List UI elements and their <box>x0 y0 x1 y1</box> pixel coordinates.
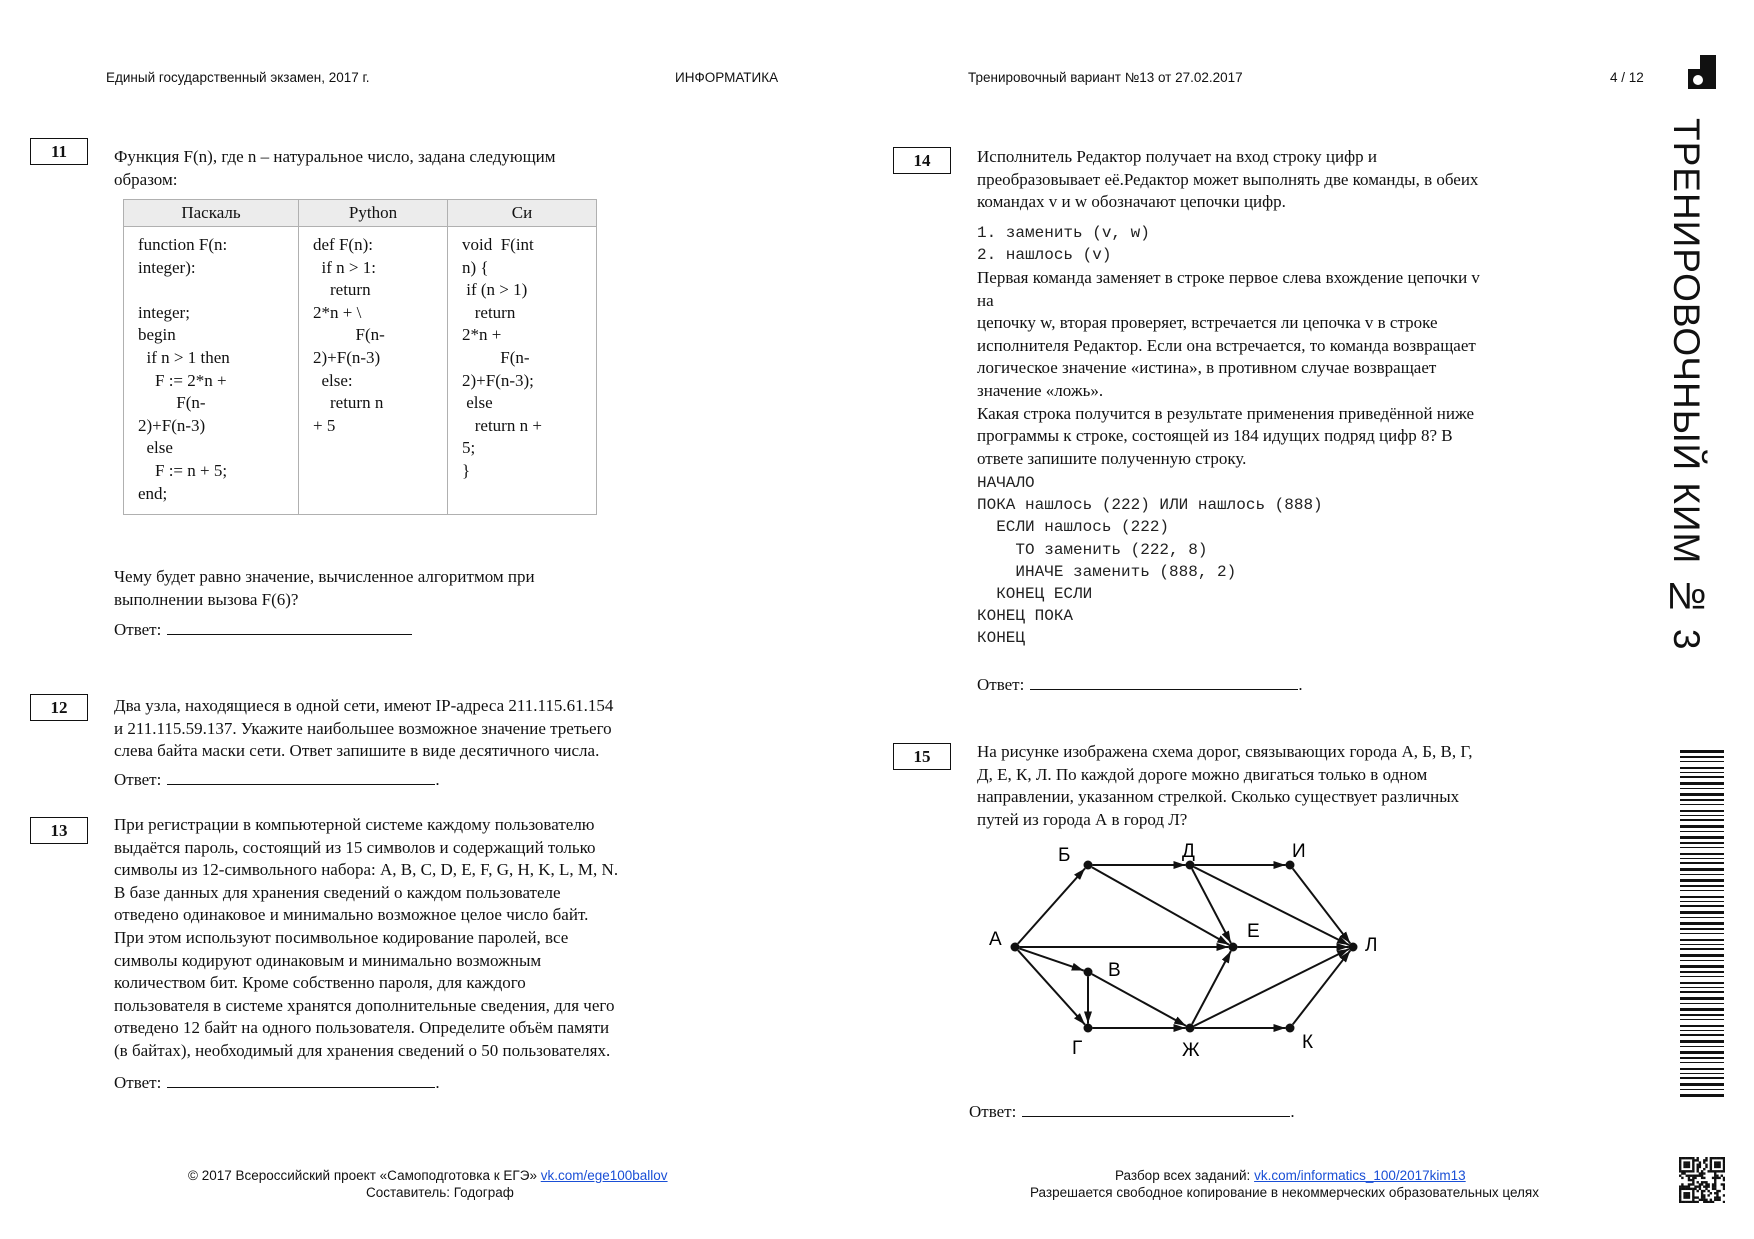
answer-blank[interactable] <box>1030 675 1298 690</box>
column-header-c: Си <box>448 200 597 227</box>
question-13-text: При регистрации в компьютерной системе каждому пользователю выдаётся пароль, состоящий из 15 символов и содержащий только символы из 12-символьного набора: A, B, C, D, E, F, G, H, K, L, M, N. В базе данных для хранения сведений о каждом пользователе отведено одинаковое и минимально возможное целое число байт. При этом используют посимвольное кодирование паролей, все символы кодируют одинаковым и минимально возможным количеством бит. Кроме собственно пароля, для каждого пользователя в системе хранятся дополнительные сведения, для чего отведено 12 байт на одного пользователя. Определите объём памяти (в байтах), необходимый для хранения сведений о 50 пользователях. <box>114 815 619 1060</box>
road-edge-А-Б <box>1018 868 1085 943</box>
question-12-answer[interactable]: Ответ: . <box>114 770 440 789</box>
city-label-Б: Б <box>1058 845 1071 866</box>
question-14-answer[interactable]: Ответ: . <box>977 675 1303 694</box>
question-12-number: 12 <box>30 694 88 721</box>
road-edge-В-Ж <box>1092 974 1186 1026</box>
question-14-program: НАЧАЛО ПОКА нашлось (222) ИЛИ нашлось (888) ЕСЛИ нашлось (222) ТО заменить (222, 8) ИНАЧЕ заменить (888, 2) КОНЕЦ ЕСЛИ КОНЕЦ ПОКА КОНЕЦ <box>977 474 1323 648</box>
road-edge-Б-Е <box>1092 867 1229 945</box>
question-15-text: На рисунке изображена схема дорог, связывающих города А, Б, В, Г, Д, Е, К, Л. По каждой дороге можно двигаться только в одном направлении, указанном стрелкой. Сколько существует различных путей из города А в город Л? <box>977 742 1473 829</box>
city-label-Ж: Ж <box>1182 1040 1200 1061</box>
city-node-В <box>1084 968 1093 977</box>
question-11-question: Чему будет равно значение, вычисленное алгоритмом при выполнении вызова F(6)? <box>114 567 535 609</box>
column-header-python: Python <box>299 200 448 227</box>
footer-right-sub: Разрешается свободное копирование в некоммерческих образовательных целях <box>1030 1185 1539 1200</box>
column-header-pascal: Паскаль <box>124 200 299 227</box>
python-code: def F(n): if n > 1: return 2*n + \ F(n- 2)+F(n-3) else: return n + 5 <box>299 227 448 515</box>
road-graph <box>975 830 1395 1070</box>
footer-left: © 2017 Всероссийский проект «Самоподготовка к ЕГЭ» vk.com/ege100ballov <box>188 1168 668 1183</box>
road-edge-А-Г <box>1018 950 1085 1024</box>
qr-code-icon <box>1679 1157 1725 1203</box>
question-12-text: Два узла, находящиеся в одной сети, имеют IP-адреса 211.115.61.154 и 211.115.59.137. Укажите наибольшее возможное значение третьего слева байта маски сети. Ответ запишите в виде десятичного числа. <box>114 696 614 761</box>
header-variant: Тренировочный вариант №13 от 27.02.2017 <box>968 70 1243 85</box>
answer-blank[interactable] <box>167 1073 435 1088</box>
city-node-К <box>1286 1024 1295 1033</box>
city-node-Б <box>1084 861 1093 870</box>
question-11-answer[interactable]: Ответ: <box>114 620 412 640</box>
city-label-Д: Д <box>1182 841 1195 862</box>
road-edge-Д-Е <box>1192 869 1231 943</box>
answer-blank[interactable] <box>167 770 435 785</box>
footer-left-sub: Составитель: Годограф <box>366 1185 514 1200</box>
question-14-description: Первая команда заменяет в строке первое слева вхождение цепочки v на цепочку w, вторая проверяет, встречается ли цепочка v в строке исполнителя Редактор. Если она встречается, то команда возвращает логическое значение «истина», в противном случае возвращает значение «ложь». Какая строка получится в результате применения приведённой ниже программы к строке, состоящей из 184 идущих подряд цифр 8? В ответе запишите полученную строку. <box>977 268 1480 468</box>
pascal-code: function F(n: integer): integer; begin if n > 1 then F := 2*n + F(n- 2)+F(n-3) else F := n + 5; end; <box>124 227 299 515</box>
barcode-icon <box>1680 750 1724 1102</box>
side-title <box>1665 118 1735 651</box>
city-label-Е: Е <box>1247 921 1260 942</box>
footer-right-link[interactable]: vk.com/informatics_100/2017kim13 <box>1254 1168 1466 1183</box>
road-edge-Ж-Л <box>1194 949 1349 1026</box>
answer-blank[interactable] <box>167 620 412 635</box>
road-edge-А-В <box>1019 948 1083 970</box>
corner-mark-icon <box>1688 55 1716 89</box>
city-node-Л <box>1349 943 1358 952</box>
header-subject: ИНФОРМАТИКА <box>675 70 779 85</box>
question-14-number: 14 <box>893 147 951 174</box>
city-node-Е <box>1229 943 1238 952</box>
question-11-intro: Функция F(n), где n – натуральное число, задана следующим образом: <box>114 147 556 189</box>
c-code: void F(int n) { if (n > 1) return 2*n + F(n- 2)+F(n-3); else return n + 5; } <box>448 227 597 515</box>
road-edge-Ж-Е <box>1192 951 1231 1024</box>
city-label-В: В <box>1108 960 1121 981</box>
city-label-Г: Г <box>1072 1038 1083 1059</box>
answer-blank[interactable] <box>1022 1102 1290 1117</box>
city-node-Г <box>1084 1024 1093 1033</box>
city-label-К: К <box>1302 1032 1314 1053</box>
city-node-А <box>1011 943 1020 952</box>
city-label-А: А <box>989 929 1002 950</box>
question-14-commands: 1. заменить (v, w) 2. нашлось (v) <box>977 224 1150 265</box>
footer-right: Разбор всех заданий: vk.com/informatics_100/2017kim13 <box>1115 1168 1466 1183</box>
city-label-И: И <box>1292 841 1306 862</box>
header-page: 4 / 12 <box>1610 70 1644 85</box>
question-15-answer[interactable]: Ответ: . <box>969 1102 1295 1121</box>
question-14-intro: Исполнитель Редактор получает на вход строку цифр и преобразовывает её.Редактор может выполнять две команды, в обеих командах v и w обозначают цепочки цифр. <box>977 147 1479 212</box>
question-11-number: 11 <box>30 138 88 165</box>
question-13-answer[interactable]: Ответ: . <box>114 1073 440 1092</box>
footer-left-link[interactable]: vk.com/ege100ballov <box>540 1168 668 1183</box>
city-node-Ж <box>1186 1024 1195 1033</box>
code-table <box>123 199 597 515</box>
header-exam: Единый государственный экзамен, 2017 г. <box>106 70 370 85</box>
question-13-number: 13 <box>30 817 88 844</box>
question-15-number: 15 <box>893 743 951 770</box>
city-label-Л: Л <box>1365 935 1378 956</box>
road-edge-Д-Л <box>1194 867 1349 945</box>
side-title-text: ТРЕНИРОВОЧНЫЙ КИМ № 3 <box>1666 118 1707 651</box>
